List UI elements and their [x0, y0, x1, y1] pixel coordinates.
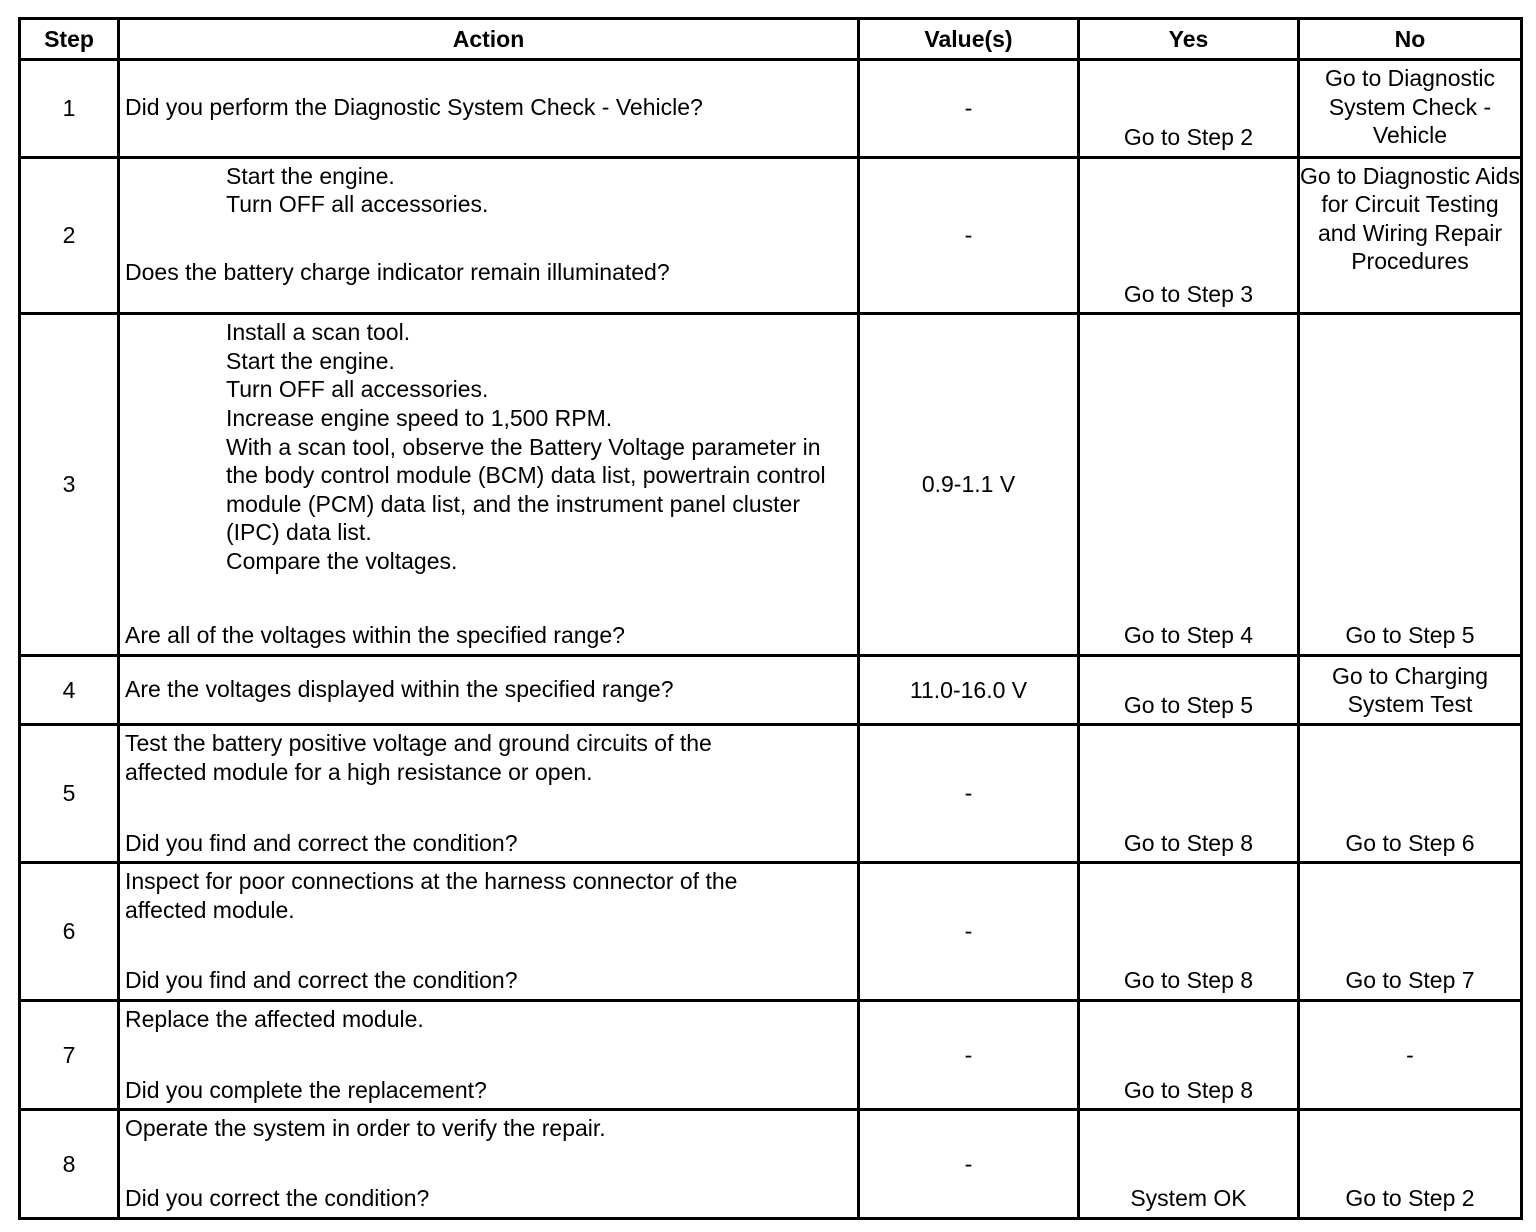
- value-cell: 11.0-16.0 V: [859, 656, 1079, 725]
- value-cell: -: [859, 725, 1079, 863]
- substep: Turn OFF all accessories.: [226, 191, 489, 218]
- yes-cell: Go to Step 4: [1079, 314, 1299, 656]
- header-step: Step: [20, 19, 119, 60]
- action-cell: [119, 60, 859, 158]
- question: Did you find and correct the condition?: [125, 967, 518, 994]
- no-cell: Go to Step 7: [1299, 863, 1522, 1001]
- diagnostic-table: [18, 17, 1523, 1220]
- table-row: [20, 656, 1522, 725]
- header-action: Action: [119, 19, 859, 60]
- step-number: 6: [20, 863, 119, 1001]
- value-cell: 0.9-1.1 V: [859, 314, 1079, 656]
- yes-cell: Go to Step 3: [1079, 157, 1299, 314]
- question: Are all of the voltages within the specified range?: [125, 622, 625, 649]
- header-yes: Yes: [1079, 19, 1299, 60]
- step-number: 2: [20, 157, 119, 314]
- action-cell: [119, 157, 859, 314]
- action-cell: [119, 314, 859, 656]
- substep: Start the engine.: [226, 347, 395, 374]
- yes-cell: Go to Step 2: [1079, 60, 1299, 158]
- yes-cell: Go to Step 8: [1079, 725, 1299, 863]
- substep: Increase engine speed to 1,500 RPM.: [226, 405, 613, 432]
- step-number: 3: [20, 314, 119, 656]
- no-cell: Go to Step 2: [1299, 1110, 1522, 1219]
- header-values: Value(s): [859, 19, 1079, 60]
- no-cell: Go to Step 5: [1299, 314, 1522, 656]
- no-cell: Go to Diagnostic Aids for Circuit Testing and Wiring Repair Procedures: [1299, 157, 1522, 314]
- yes-cell: Go to Step 8: [1079, 863, 1299, 1001]
- table-row: [20, 157, 1522, 314]
- step-number: 7: [20, 1000, 119, 1110]
- action-text: Did you perform the Diagnostic System Check - Vehicle?: [125, 94, 703, 121]
- no-cell: Go to Step 6: [1299, 725, 1522, 863]
- table-row: [20, 725, 1522, 863]
- no-cell: Go to Diagnostic System Check - Vehicle: [1299, 60, 1522, 158]
- step-number: 1: [20, 60, 119, 158]
- action-cell: [119, 863, 859, 1001]
- value-cell: -: [859, 157, 1079, 314]
- substep: With a scan tool, observe the Battery Voltage parameter in the body control module (BCM) data list, powertrain control module (PCM) data list, and the instrument panel cluster (IPC) data list.: [226, 433, 826, 546]
- action-text: Inspect for poor connections at the harness connector of the affected module.: [125, 868, 738, 923]
- action-cell: [119, 725, 859, 863]
- question: Did you find and correct the condition?: [125, 829, 518, 856]
- table-row: [20, 314, 1522, 656]
- value-cell: -: [859, 1110, 1079, 1219]
- substep: Turn OFF all accessories.: [226, 376, 489, 403]
- yes-cell: System OK: [1079, 1110, 1299, 1219]
- question: Did you complete the replacement?: [125, 1076, 487, 1103]
- action-cell: [119, 1000, 859, 1110]
- table-row: [20, 60, 1522, 158]
- action-text: Replace the affected module.: [125, 1005, 424, 1032]
- table-row: [20, 863, 1522, 1001]
- no-cell: Go to Charging System Test: [1299, 656, 1522, 725]
- table-row: [20, 1110, 1522, 1219]
- table-row: [20, 1000, 1522, 1110]
- action-cell: [119, 656, 859, 725]
- value-cell: -: [859, 60, 1079, 158]
- substep: Compare the voltages.: [226, 548, 458, 575]
- substep: Start the engine.: [226, 162, 395, 189]
- step-number: 8: [20, 1110, 119, 1219]
- step-number: 4: [20, 656, 119, 725]
- action-cell: [119, 1110, 859, 1219]
- yes-cell: Go to Step 8: [1079, 1000, 1299, 1110]
- header-no: No: [1299, 19, 1522, 60]
- header-row: [20, 19, 1522, 60]
- action-text: Are the voltages displayed within the specified range?: [125, 676, 674, 703]
- value-cell: -: [859, 1000, 1079, 1110]
- no-cell: -: [1299, 1000, 1522, 1110]
- value-cell: -: [859, 863, 1079, 1001]
- action-text: Operate the system in order to verify the repair.: [125, 1115, 606, 1142]
- yes-cell: Go to Step 5: [1079, 656, 1299, 725]
- question: Does the battery charge indicator remain illuminated?: [125, 258, 670, 285]
- action-text: Test the battery positive voltage and ground circuits of the affected module for a high resistance or open.: [125, 730, 712, 785]
- step-number: 5: [20, 725, 119, 863]
- question: Did you correct the condition?: [125, 1185, 430, 1212]
- substep: Install a scan tool.: [226, 319, 411, 346]
